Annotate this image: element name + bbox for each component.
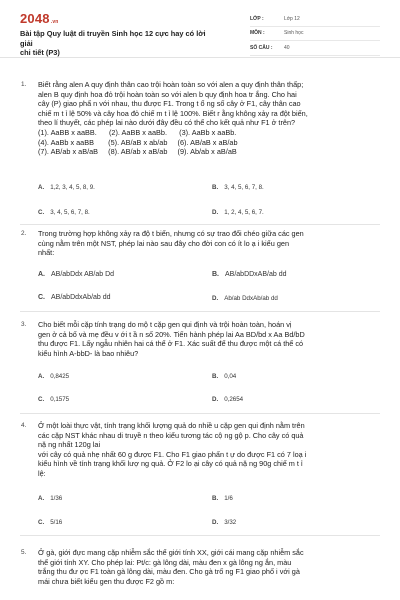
question-line: nặ ng nhất 120g lai: [38, 440, 101, 450]
option-text: 1,2, 3, 4, 5, 8, 9.: [50, 184, 95, 191]
answer-option-d[interactable]: [212, 396, 243, 403]
question-line: alen B quy định hoa đỏ trội hoàn toàn so với alen b quy định hoa tr ắng. Cho hai: [38, 89, 297, 99]
option-letter: A.: [38, 184, 45, 191]
option-text: Ab/ab DdxAb/ab dd: [224, 295, 278, 302]
logo-text: 2048: [20, 11, 50, 26]
question-divider: [20, 224, 380, 225]
option-text: 0,8425: [50, 373, 70, 380]
option-text: 3, 4, 5, 6, 7, 8.: [224, 184, 264, 191]
question-line: thu được F1. Lấy ngẫu nhiên hai cá thể ở F1. Xác suất để thu được một cá thể có: [38, 339, 304, 349]
option-text: 1, 2, 4, 5, 6, 7.: [224, 209, 264, 216]
option-letter: B.: [212, 184, 219, 191]
question-number: 3.: [21, 321, 27, 328]
option-text: 3, 4, 5, 6, 7, 8.: [50, 209, 90, 216]
answer-option-c[interactable]: [38, 396, 69, 403]
question-line: chiế m t ỉ lệ 50% và cây hoa đỏ chiế m t ỉ lệ 100%. Biết r ằng không xảy ra đột biến,: [38, 108, 308, 118]
meta-label: LỚP :: [250, 15, 264, 22]
question-line: gen ở cả bố và mẹ đều v ới t ầ n số 20%. Tiến hành phép lai Aa BD/bd x Aa Bd/bD: [38, 329, 305, 339]
answer-option-a[interactable]: [38, 373, 69, 380]
question-line: cây (P) giao phấ n với nhau, thu được F1. Trong t ổ ng số cây ở F1, cây thân cao: [38, 99, 301, 109]
answer-option-a[interactable]: [38, 271, 114, 278]
option-letter: A.: [38, 495, 45, 502]
option-text: 1/6: [224, 495, 233, 502]
meta-value: 40: [284, 44, 290, 51]
question-line: (1). AaBB x aaBB. (2). AaBB x aaBb. (3). AaBb x aaBb.: [38, 127, 237, 137]
question-line: Ở một loài thực vật, tính trạng khối lượng quả do nhiề u cặp gen qui định nằm trên: [38, 421, 305, 430]
option-letter: D.: [212, 396, 219, 403]
question-line: cùng nằm trên một NST, phép lai nào sau đây cho đời con có ít lo ạ i kiểu gen: [38, 238, 289, 248]
question-text: [38, 80, 376, 157]
logo-suffix: .vn: [50, 19, 59, 25]
question-line: kiểu hình A-bbD- là bao nhiêu?: [38, 348, 139, 358]
question-line: Cho biết mỗi cặp tính trạng do mộ t cặp gen qui định và trội hoàn toàn, hoán vị: [38, 320, 292, 329]
option-letter: D.: [212, 209, 219, 216]
option-letter: B.: [212, 495, 219, 502]
question-line: Trong trường hợp không xảy ra độ t biến, nhưng có sự trao đổi chéo giữa các gen: [38, 229, 304, 238]
answer-option-b[interactable]: [212, 373, 236, 380]
option-letter: D.: [212, 519, 219, 526]
question-divider: [20, 535, 380, 536]
option-letter: C.: [38, 396, 45, 403]
answer-option-d[interactable]: [212, 295, 278, 302]
question-line: thể giới tính XY. Cho phép lai: Pt/c: gà lông dài, màu đen x gà lông ng ắn, màu: [38, 557, 292, 567]
option-text: 5/16: [50, 519, 63, 526]
question-text: [38, 421, 376, 479]
question-number: 1.: [21, 81, 27, 88]
answer-option-d[interactable]: [212, 519, 236, 526]
option-text: AB/abDDxAB/ab dd: [225, 271, 287, 278]
question-line: các cặp NST khác nhau di truyề n theo kiểu tương tác cộ ng gộ p. Cho cây có quả: [38, 430, 304, 440]
meta-row-class: [250, 12, 380, 27]
question-divider: [20, 413, 380, 414]
option-letter: A.: [38, 373, 45, 380]
answer-option-c[interactable]: [38, 294, 111, 301]
option-text: 1/36: [50, 495, 63, 502]
option-letter: C.: [38, 209, 45, 216]
option-letter: C.: [38, 519, 45, 526]
question-line: với cây có quả nhẹ nhất 60 g được F1. Cho F1 giao phấn t ự do được F1 có 7 loạ i: [38, 449, 307, 459]
page-header: [0, 0, 400, 58]
option-text: 0,1575: [50, 396, 70, 403]
answer-option-b[interactable]: [212, 495, 233, 502]
option-text: AB/abDdxAb/ab dd: [51, 294, 111, 301]
answer-option-c[interactable]: [38, 209, 90, 216]
question-line: trắng thu đư ợc F1 toàn gà lông dài, màu đen. Cho gà trố ng F1 giao phố i với gà: [38, 567, 300, 577]
question-number: 2.: [21, 230, 27, 237]
meta-row-count: [250, 41, 380, 56]
question-line: (4). AaBb x aaBB (5). AB/aB x ab/ab (6). AB/aB x aB/ab: [38, 137, 238, 147]
option-text: 3/32: [224, 519, 237, 526]
answer-option-c[interactable]: [38, 519, 62, 526]
option-letter: D.: [212, 295, 219, 302]
answer-option-b[interactable]: [212, 271, 286, 278]
answer-option-b[interactable]: [212, 184, 264, 191]
title-line: Bài tập Quy luật di truyền Sinh học 12 cực hay có lời giải: [20, 29, 206, 48]
option-text: 0,2654: [224, 396, 244, 403]
option-text: 0,04: [224, 373, 237, 380]
meta-value: Lớp 12: [284, 15, 300, 22]
question-line: lệ:: [38, 468, 46, 478]
title-line: chi tiết (P3): [20, 48, 60, 57]
question-number: 4.: [21, 422, 27, 429]
meta-label: MÔN :: [250, 30, 265, 37]
answer-option-a[interactable]: [38, 495, 62, 502]
answer-option-a[interactable]: [38, 184, 95, 191]
meta-row-subject: [250, 27, 380, 42]
question-number: 5.: [21, 549, 27, 556]
option-letter: A.: [38, 271, 45, 278]
question-text: [38, 320, 376, 358]
question-divider: [20, 311, 380, 312]
question-line: Biết rằng alen A quy định thân cao trội hoàn toàn so với alen a quy định thân thấp;: [38, 80, 304, 89]
option-text: AB/abDdx AB/ab Dd: [51, 271, 115, 278]
document-meta: [250, 12, 380, 56]
option-letter: C.: [38, 294, 45, 301]
document-title: [20, 29, 220, 58]
question-text: [38, 548, 376, 586]
question-line: nhất:: [38, 248, 55, 258]
question-line: Ở gà, giới đực mang cặp nhiễm sắc thể giới tính XX, giới cái mang cặp nhiễm sắc: [38, 548, 304, 557]
question-line: mái chưa biết kiểu gen thu được F2 gồ m:: [38, 576, 175, 586]
meta-value: Sinh học: [284, 30, 304, 37]
question-line: theo lí thuyết, các phép lai nào dưới đây đều có thể cho kết quả như F1 ở trên?: [38, 118, 296, 128]
question-text: [38, 229, 376, 258]
question-line: (7). AB/ab x aB/aB (8). AB/ab x aB/ab (9). Ab/ab x aB/aB: [38, 147, 237, 157]
option-letter: B.: [212, 373, 219, 380]
site-logo[interactable]: [20, 11, 59, 26]
meta-label: SỐ CÂU :: [250, 44, 273, 51]
option-letter: B.: [212, 271, 219, 278]
question-line: kiểu hình về tính trạng khối lượ ng quả. Ở F2 lo ại cây có quả nặ ng 90g chiế m t ỉ: [38, 459, 303, 469]
answer-option-d[interactable]: [212, 209, 264, 216]
